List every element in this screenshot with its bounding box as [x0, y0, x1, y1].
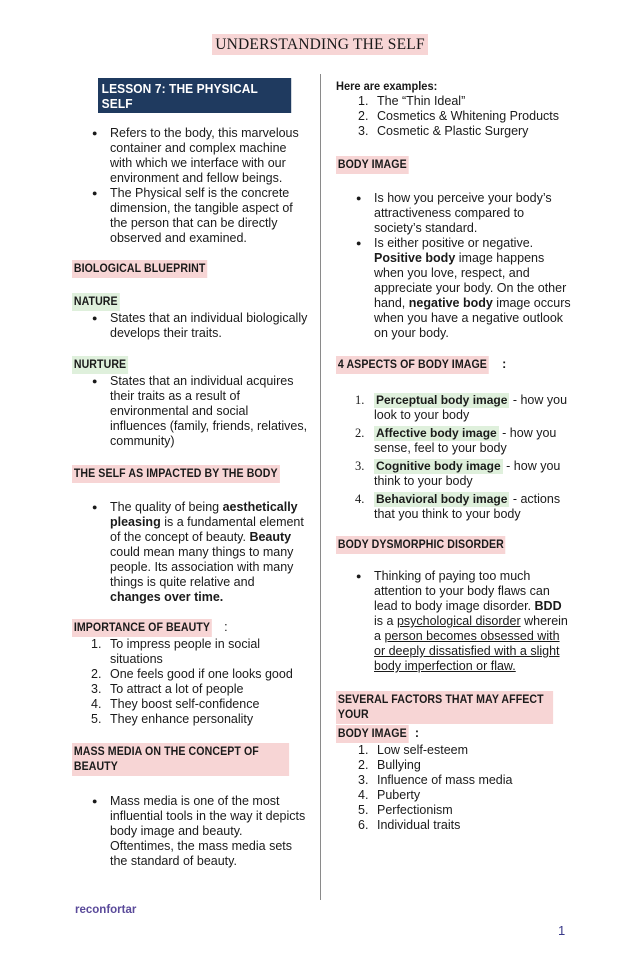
- list-item: 4. Behavioral body image - actions that you think to your body: [355, 492, 561, 521]
- list-item: 6. Individual traits: [358, 818, 461, 832]
- list-item: ● Thinking of paying too much attention to your body flaws can lead to body image disorder. BDD is a psychological disorder wherein a person becomes obsessed with or deeply dissatisfied with a slight body imperfection or flaw.: [336, 569, 572, 674]
- list-item: ● The quality of being aesthetically pleasing is a fundamental element of the concept of beauty. Beauty could mean many things to many people. Its association with many things is quite relative and changes over time.: [72, 500, 308, 605]
- list-item: 5. They enhance personality: [91, 712, 254, 726]
- section-heading-factors-line2: BODY IMAGE: [336, 725, 409, 743]
- list-item: ● States that an individual biologically develops their traits.: [72, 311, 308, 341]
- section-heading-nature: NATURE: [72, 293, 120, 311]
- list-item: 2. Bullying: [358, 758, 421, 772]
- examples-heading: Here are examples:: [336, 79, 438, 93]
- section-heading-importance: IMPORTANCE OF BEAUTY: [72, 619, 212, 637]
- list-item: 1. To impress people in social situations: [91, 637, 261, 666]
- list-item: ● Is how you perceive your body’s attractiveness compared to society’s standard.: [336, 191, 572, 236]
- list-item: ● Refers to the body, this marvelous container and complex machine with which we interface with our environment and fellow beings.: [72, 126, 308, 186]
- footer-brand: reconfortar: [75, 904, 137, 916]
- section-heading-self-impacted: THE SELF AS IMPACTED BY THE BODY: [72, 465, 279, 483]
- aspects-list: [336, 393, 572, 522]
- list-item: 3. Cosmetic & Plastic Surgery: [358, 124, 529, 138]
- section-heading-nurture: NURTURE: [72, 356, 128, 374]
- heading-colon: :: [224, 620, 228, 634]
- aspect-name: Behavioral body image: [376, 492, 508, 506]
- list-item: 2. Affective body image - how you sense, feel to your body: [355, 426, 557, 455]
- section-heading-factors-line1: SEVERAL FACTORS THAT MAY AFFECT YOUR: [336, 691, 553, 724]
- column-divider: [320, 74, 321, 900]
- aspect-name: Perceptual body image: [376, 393, 508, 407]
- list-item: 5. Perfectionism: [358, 803, 453, 817]
- importance-list: [72, 637, 308, 727]
- list-item: 2. One feels good if one looks good: [91, 667, 293, 681]
- page-title: [0, 37, 640, 53]
- right-column: [336, 74, 572, 833]
- page-number: 1: [558, 923, 566, 938]
- body-image-list: [336, 191, 572, 341]
- intro-list: [72, 126, 308, 246]
- section-heading-mass-media: MASS MEDIA ON THE CONCEPT OF BEAUTY: [72, 743, 289, 776]
- nurture-list: [72, 374, 308, 449]
- factors-list: [339, 743, 572, 833]
- impact-list: [72, 500, 308, 605]
- list-item: ● States that an individual acquires their traits as a result of environmental and social influences (family, friends, relatives, community): [72, 374, 308, 449]
- lesson-label: LESSON 7: THE PHYSICAL SELF: [98, 78, 291, 113]
- list-item: ● Is either positive or negative. Positive body image happens when you love, respect, and appreciate your body. On the other hand, negative body image occurs when you have a negative outlook on your body.: [336, 236, 572, 341]
- bdd-list: [336, 569, 572, 674]
- section-heading-body-image: BODY IMAGE: [336, 156, 409, 174]
- list-item: ● The Physical self is the concrete dimension, the tangible aspect of the person that can be directly observed and examined.: [72, 186, 308, 246]
- list-item: 1. The “Thin Ideal”: [358, 94, 466, 108]
- section-heading-bdd: BODY DYSMORPHIC DISORDER: [336, 536, 506, 554]
- list-item: 2. Cosmetics & Whitening Products: [358, 109, 560, 123]
- section-heading-aspects: 4 ASPECTS OF BODY IMAGE: [336, 356, 489, 374]
- list-item: 4. Puberty: [358, 788, 421, 802]
- list-item: 3. Cognitive body image - how you think to your body: [355, 459, 561, 488]
- heading-colon: :: [502, 357, 507, 371]
- examples-list: [339, 94, 572, 139]
- list-item: 1. Perceptual body image - how you look to your body: [355, 393, 568, 422]
- aspect-name: Affective body image: [376, 426, 497, 440]
- page-title-text: UNDERSTANDING THE SELF: [212, 34, 428, 55]
- list-item: 3. To attract a lot of people: [91, 682, 244, 696]
- list-item: ● Mass media is one of the most influential tools in the way it depicts body image and beauty. Oftentimes, the mass media sets the standard of beauty.: [72, 794, 308, 869]
- left-column: [72, 74, 308, 869]
- aspect-name: Cognitive body image: [376, 459, 501, 473]
- list-item: 4. They boost self-confidence: [91, 697, 260, 711]
- heading-colon: :: [414, 726, 420, 740]
- media-list: [72, 794, 308, 869]
- list-item: 1. Low self-esteem: [358, 743, 469, 757]
- section-heading-biological-blueprint: BIOLOGICAL BLUEPRINT: [72, 260, 207, 278]
- nature-list: [72, 311, 308, 341]
- list-item: 3. Influence of mass media: [358, 773, 513, 787]
